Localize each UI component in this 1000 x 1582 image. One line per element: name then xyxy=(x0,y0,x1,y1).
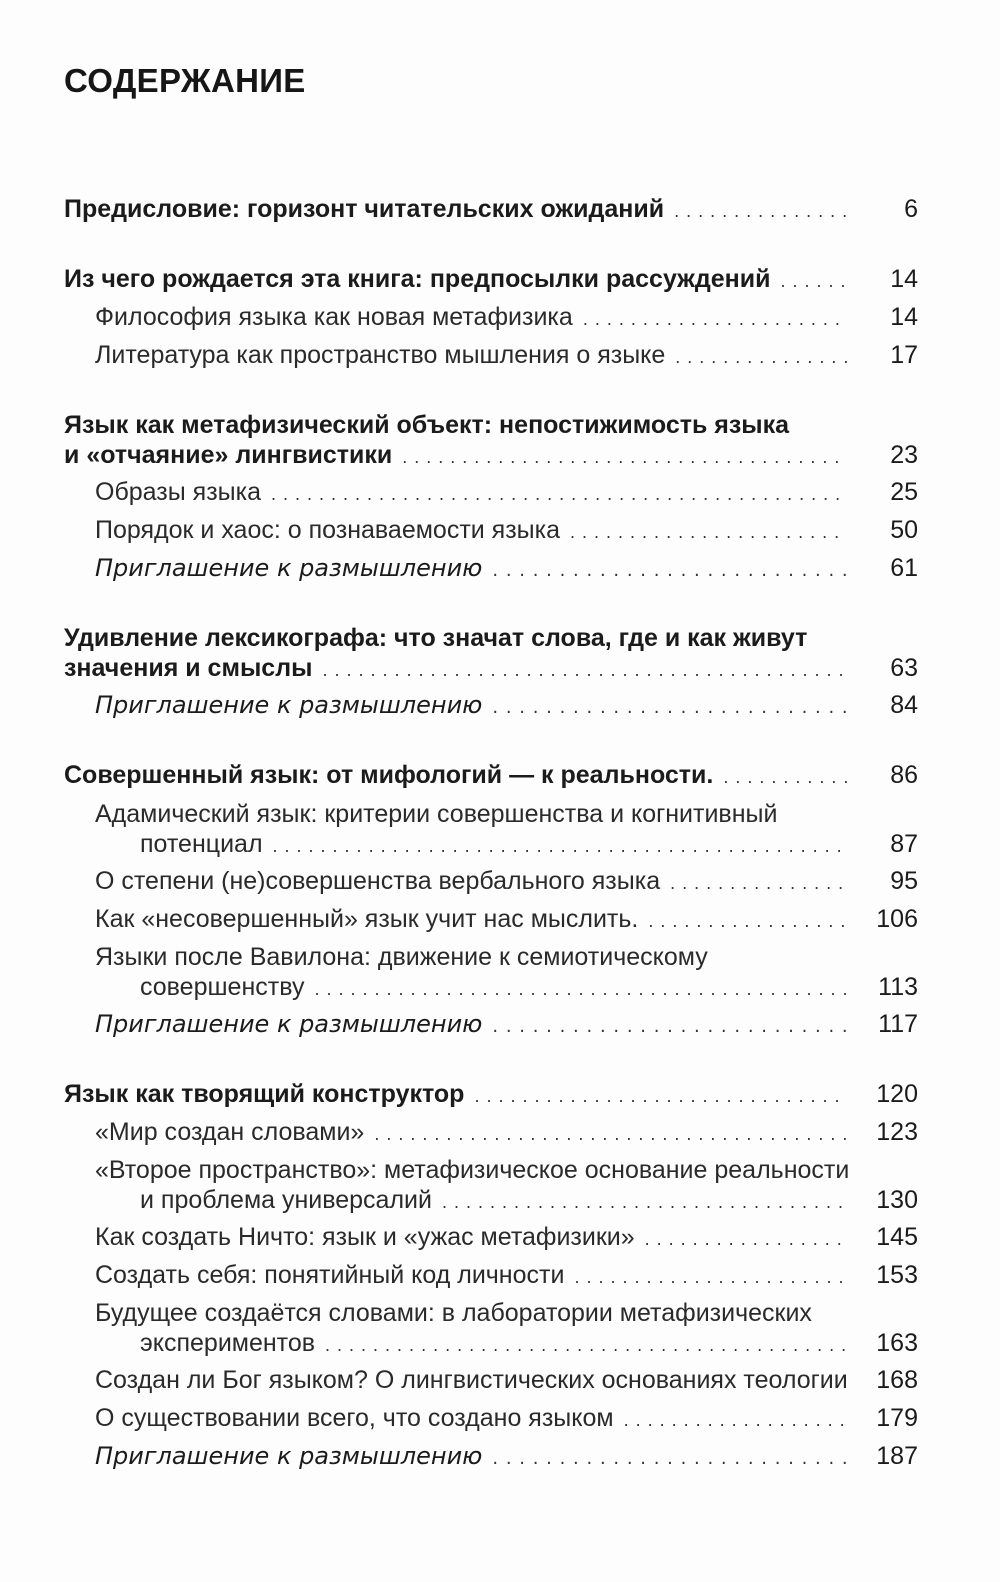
toc-entry-text: Как создать Ничто: язык и «ужас метафизики» xyxy=(95,1222,641,1252)
toc-page-number: 153 xyxy=(876,1261,918,1289)
toc-entry-text: Будущее создаётся словами: в лаборатории метафизических xyxy=(95,1299,818,1327)
dot-leader xyxy=(648,906,847,936)
dot-leader xyxy=(492,556,847,586)
dot-leader xyxy=(670,868,847,898)
toc-entry-text: Предисловие: горизонт читательских ожиданий xyxy=(64,194,670,224)
toc-entry-text: Создан ли Бог языком? О лингвистических основаниях теологии xyxy=(95,1365,854,1395)
toc-page-number: 86 xyxy=(890,761,918,789)
toc-page-number: 123 xyxy=(876,1118,918,1146)
toc-entry-text: О степени (не)совершенства вербального языка xyxy=(95,866,666,896)
toc-entry-text: Совершенный язык: от мифологий — к реальности. xyxy=(64,760,719,790)
dot-leader xyxy=(645,1224,847,1254)
toc-entry-text: совершенству xyxy=(140,972,310,1002)
dot-leader xyxy=(314,974,847,1004)
page-title: СОДЕРЖАНИЕ xyxy=(64,62,306,99)
dot-leader xyxy=(402,442,847,472)
toc-entry-text: Приглашение к размышлению xyxy=(95,690,488,720)
dot-leader xyxy=(492,1012,847,1042)
toc-page-number: 130 xyxy=(876,1186,918,1214)
toc-page-number: 17 xyxy=(890,341,918,369)
toc-page-number: 6 xyxy=(904,195,918,223)
toc-entry-text: Приглашение к размышлению xyxy=(95,1441,488,1471)
toc-entry-text: Образы языка xyxy=(95,477,267,507)
toc-page-number: 23 xyxy=(890,441,918,469)
dot-leader xyxy=(674,196,847,226)
dot-leader xyxy=(583,304,847,334)
dot-leader xyxy=(574,1262,847,1292)
dot-leader xyxy=(271,479,847,509)
toc-page-number: 87 xyxy=(890,830,918,858)
toc-entry-text: значения и смыслы xyxy=(64,653,318,683)
toc-entry-text: Удивление лексикографа: что значат слова, где и как живут xyxy=(64,624,813,652)
toc-entry-text: Порядок и хаос: о познаваемости языка xyxy=(95,515,566,545)
dot-leader xyxy=(624,1405,847,1435)
toc-page-number: 120 xyxy=(876,1080,918,1108)
toc-entry-text: Создать себя: понятийный код личности xyxy=(95,1260,570,1290)
toc-page-number: 61 xyxy=(890,554,918,582)
dot-leader xyxy=(675,342,847,372)
toc-entry-text: Литература как пространство мышления о языке xyxy=(95,340,671,370)
toc-page-number: 25 xyxy=(890,478,918,506)
toc-page-number: 63 xyxy=(890,654,918,682)
dot-leader xyxy=(492,693,847,723)
dot-leader xyxy=(474,1081,847,1111)
toc-page-number: 14 xyxy=(890,265,918,293)
dot-leader xyxy=(723,762,847,792)
toc-entry-text: Язык как метафизический объект: непостижимость языка xyxy=(64,411,795,439)
toc-entry-text: и «отчаяние» лингвистики xyxy=(64,440,398,470)
toc-entry-text: и проблема универсалий xyxy=(140,1185,438,1215)
toc-entry-text: Из чего рождается эта книга: предпосылки рассуждений xyxy=(64,264,777,294)
toc-page-number: 14 xyxy=(890,303,918,331)
toc-entry-text: потенциал xyxy=(140,829,269,859)
toc-page-number: 145 xyxy=(876,1223,918,1251)
toc-entry-text: Приглашение к размышлению xyxy=(95,1009,488,1039)
toc-page-number: 163 xyxy=(876,1329,918,1357)
toc-page-number: 106 xyxy=(876,905,918,933)
toc-entry-text: Адамический язык: критерии совершенства и когнитивный xyxy=(95,800,783,828)
toc-page-number: 117 xyxy=(878,1010,918,1038)
toc-entry-text: Язык как творящий конструктор xyxy=(64,1079,470,1109)
dot-leader xyxy=(273,831,847,861)
dot-leader xyxy=(492,1444,847,1474)
toc-entry-text: Как «несовершенный» язык учит нас мыслить. xyxy=(95,904,644,934)
toc-entry-text: Приглашение к размышлению xyxy=(95,553,488,583)
toc-entry-text: О существовании всего, что создано языком xyxy=(95,1403,620,1433)
toc-entry-text: «Мир создан словами» xyxy=(95,1117,370,1147)
toc-page-number: 168 xyxy=(876,1366,918,1394)
toc-entry-text: «Второе пространство»: метафизическое основание реальности xyxy=(95,1156,855,1184)
toc-page-number: 179 xyxy=(876,1404,918,1432)
dot-leader xyxy=(325,1330,847,1360)
toc-page-number: 84 xyxy=(890,691,918,719)
toc-entry-text: Философия языка как новая метафизика xyxy=(95,302,579,332)
dot-leader xyxy=(374,1119,847,1149)
toc-page-number: 113 xyxy=(878,973,918,1001)
toc-page-number: 95 xyxy=(890,867,918,895)
dot-leader xyxy=(781,266,847,296)
dot-leader xyxy=(442,1187,847,1217)
toc-entry-text: экспериментов xyxy=(140,1328,321,1358)
toc-page-number: 50 xyxy=(890,516,918,544)
dot-leader xyxy=(322,655,847,685)
toc-page-number: 187 xyxy=(876,1442,918,1470)
toc-entry-text: Языки после Вавилона: движение к семиотическому xyxy=(95,943,714,971)
dot-leader xyxy=(570,517,847,547)
